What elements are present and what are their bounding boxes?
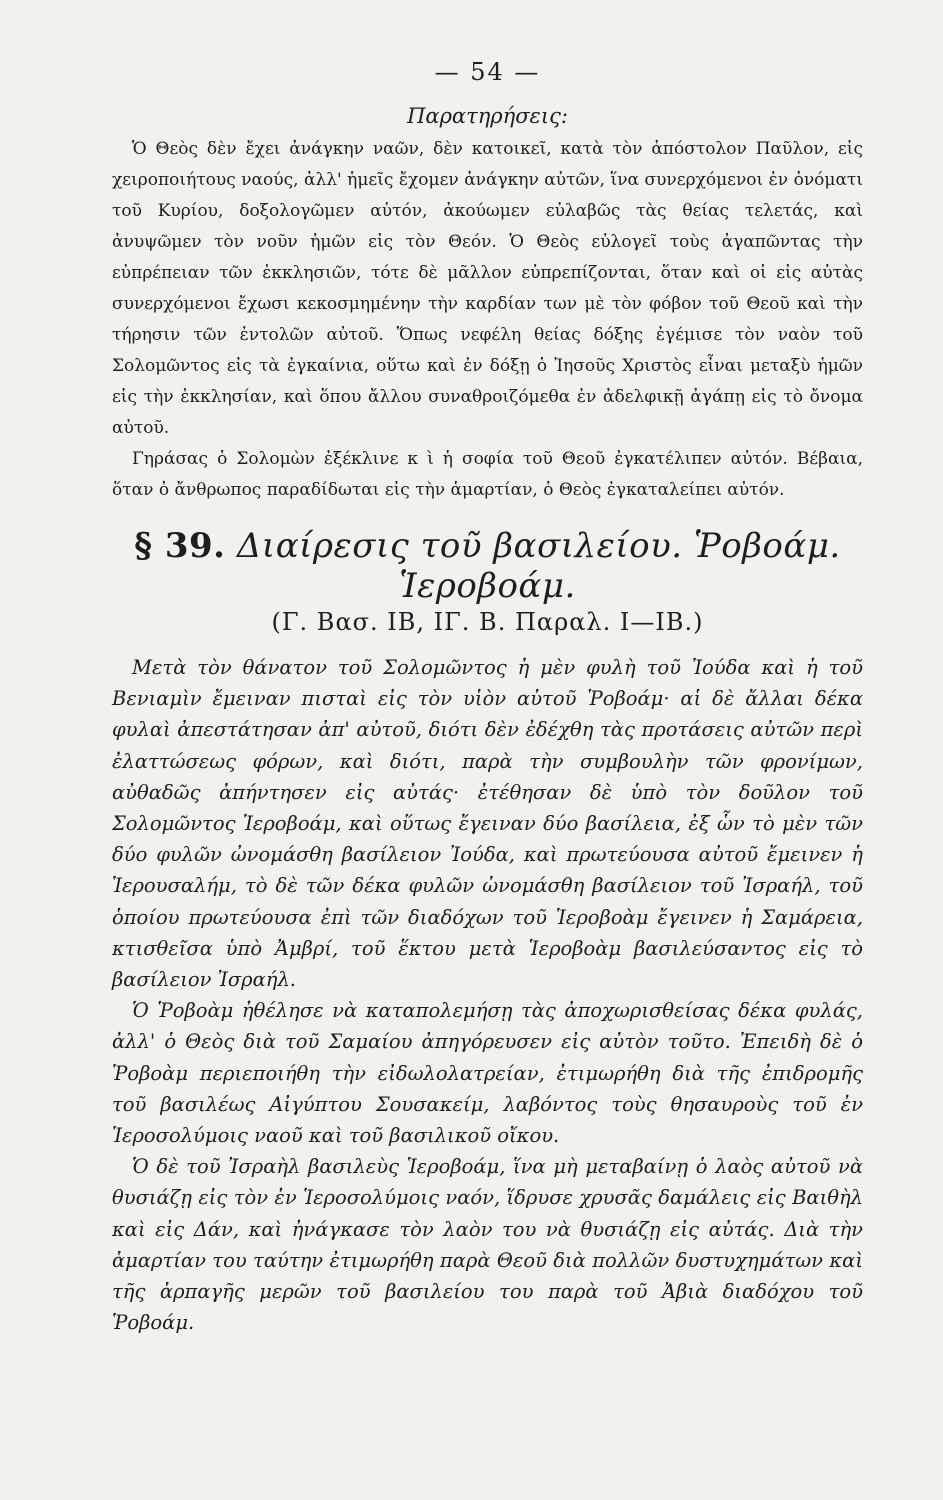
- notes-paragraph: Ὁ Θεὸς δὲν ἔχει ἀνάγκην ναῶν, δὲν κατοικεῖ, κατὰ τὸν ἀπόστολον Παῦλον, εἰς χειροποιήτους ναούς, ἀλλ' ἡμεῖς ἔχομεν ἀνάγκην αὐτῶν, ἵνα συνερχόμενοι ἐν ὀνόματι τοῦ Κυρίου, δοξολογῶμεν αὐτόν, ἀκούωμεν εὐλαβῶς τὰς θείας τελετάς, καὶ ἀνυψῶμεν τὸν νοῦν ἡμῶν εἰς τὸν Θεόν. Ὁ Θεὸς εὐλογεῖ τοὺς ἀγαπῶντας τὴν εὐπρέπειαν τῶν ἐκκλησιῶν, τότε δὲ μᾶλλον εὐπρεπίζονται, ὅταν καὶ οἱ εἰς αὐτὰς συνερχόμενοι ἔχωσι κεκοσμημένην τὴν καρδίαν των μὲ τὸν φόβον τοῦ Θεοῦ καὶ τὴν τήρησιν τῶν ἐντολῶν αὐτοῦ. Ὅπως νεφέλη θείας δόξης ἐγέμισε τὸν ναὸν τοῦ Σολομῶντος εἰς τὰ ἐγκαίνια, οὕτω καὶ ἐν δόξῃ ὁ Ἰησοῦς Χριστὸς εἶναι μεταξὺ ἡμῶν εἰς τὴν ἐκκλησίαν, καὶ ὅπου ἄλλου συναθροιζόμεθα ἐν ἀδελφικῇ ἀγάπῃ εἰς τὸ ὄνομα αὐτοῦ.: [112, 139, 863, 438]
- body-paragraph: Ὁ δὲ τοῦ Ἰσραὴλ βασιλεὺς Ἱεροβοάμ, ἵνα μὴ μεταβαίνῃ ὁ λαὸς αὐτοῦ νὰ θυσιάζῃ εἰς τὸν ἐν Ἱεροσολύμοις ναόν, ἵδρυσε χρυσᾶς δαμάλεις εἰς Βαιθὴλ καὶ εἰς Δάν, καὶ ἠνάγκασε τὸν λαὸν του νὰ θυσιάζῃ εἰς αὐτάς. Διὰ τὴν ἁμαρτίαν του ταύτην ἐτιμωρήθη παρὰ Θεοῦ διὰ πολλῶν δυστυχημάτων καὶ τῆς ἁρπαγῆς μερῶν τοῦ βασιλείου του παρὰ τοῦ Ἀβιὰ διαδόχου τοῦ Ῥοβοάμ.: [112, 1155, 863, 1335]
- section-reference: (Γ. Βασ. ΙΒ, ΙΓ. Β. Παραλ. Ι—ΙΒ.): [271, 608, 704, 636]
- section-number: § 39.: [134, 526, 226, 566]
- body-paragraph: Μετὰ τὸν θάνατον τοῦ Σολομῶντος ἡ μὲν φυλὴ τοῦ Ἰούδα καὶ ἡ τοῦ Βενιαμὶν ἔμειναν πισταὶ εἰς τὸν υἱὸν αὐτοῦ Ῥοβοάμ· αἱ δὲ ἄλλαι δέκα φυλαὶ ἀπεστάτησαν ἀπ' αὐτοῦ, διότι δὲν ἐδέχθη τὰς προτάσεις αὐτῶν περὶ ἐλαττώσεως φόρων, καὶ διότι, παρὰ τὴν συμβουλὴν τῶν φρονίμων, αὐθαδῶς ἀπήντησεν εἰς αὐτάς· ἐτέθησαν δὲ ὑπὸ τὸν δοῦλον τοῦ Σολομῶντος Ἱεροβοάμ, καὶ οὕτως ἔγειναν δύο βασίλεια, ἐξ ὧν τὸ μὲν τῶν δύο φυλῶν ὠνομάσθη βασίλειον Ἰούδα, καὶ πρωτεύουσα αὐτοῦ ἔμεινεν ἡ Ἱερουσαλήμ, τὸ δὲ τῶν δέκα φυλῶν ὠνομάσθη βασίλειον τοῦ Ἰσραήλ, τοῦ ὁποίου πρωτεύουσα ἐπὶ τῶν διαδόχων τοῦ Ἱεροβοὰμ ἔγεινεν ἡ Σαμάρεια, κτισθεῖσα ὑπὸ Ἀμβρί, τοῦ ἕκτου μετὰ Ἱεροβοὰμ βασιλεύσαντος εἰς τὸ βασίλειον Ἰσραήλ.: [112, 656, 863, 992]
- section-heading: [112, 526, 863, 606]
- notes-heading: Παρατηρήσεις:: [407, 104, 568, 128]
- section-title: Διαίρεσις τοῦ βασιλείου. Ῥοβοάμ. Ἱεροβοάμ.: [236, 526, 841, 606]
- notes-paragraph: Γηράσας ὁ Σολομὼν ἐξέκλινε κ ὶ ἡ σοφία τοῦ Θεοῦ ἐγκατέλιπεν αὐτόν. Βέβαια, ὅταν ὁ ἄνθρωπος παραδίδωται εἰς τὴν ἁμαρτίαν, ὁ Θεὸς ἐγκαταλείπει αὐτόν.: [112, 449, 863, 500]
- page-number: — 54 —: [434, 58, 541, 86]
- body-paragraph: Ὁ Ῥοβοὰμ ἠθέλησε νὰ καταπολεμήσῃ τὰς ἀποχωρισθείσας δέκα φυλάς, ἀλλ' ὁ Θεὸς διὰ τοῦ Σαμαίου ἀπηγόρευσεν εἰς αὐτὸν τοῦτο. Ἐπειδὴ δὲ ὁ Ῥοβοὰμ περιεποιήθη τὴν εἰδωλολατρείαν, ἐτιμωρήθη διὰ τῆς ἐπιδρομῆς τοῦ βασιλέως Αἰγύπτου Σουσακείμ, λαβόντος τοὺς θησαυροὺς τοῦ ἐν Ἱεροσολύμοις ναοῦ καὶ τοῦ βασιλικοῦ οἴκου.: [112, 999, 863, 1148]
